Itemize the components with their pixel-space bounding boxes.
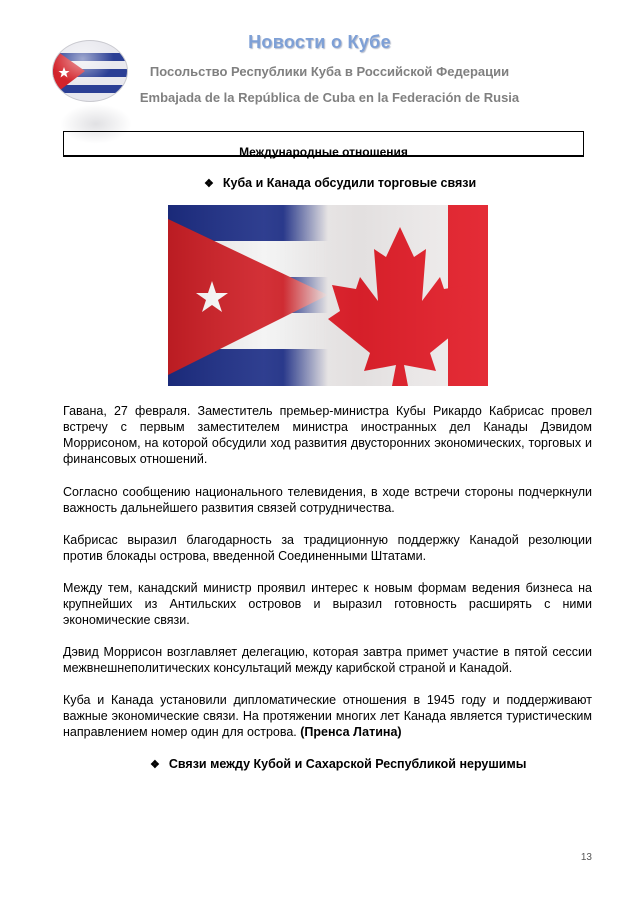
article-paragraph: Гавана, 27 февраля. Заместитель премьер-министра Кубы Рикардо Кабрисас провел встречу с первым заместителем министра иностранных дел Канады Дэвидом Моррисоном, на которой обсудили ход развития двусторонних экономических, торговых и финансовых отношений. xyxy=(63,404,592,466)
diamond-bullet-icon: ❖ xyxy=(150,759,160,771)
next-article-title xyxy=(150,757,526,771)
embassy-name-ru: Посольство Республики Куба в Российской Федерации xyxy=(149,64,510,79)
article-paragraph: Согласно сообщению национального телевидения, в ходе встречи стороны подчеркнули важность дальнейшего развития связей сотрудничества. xyxy=(63,485,592,515)
article-paragraph: Кабрисас выразил благодарность за традиционную поддержку Канадой резолюции против блокады острова, введенной Соединенными Штатами. xyxy=(63,533,592,563)
article-paragraph: Между тем, канадский министр проявил интерес к новым формам ведения бизнеса на крупнейших из Антильских островов и выразил готовность расширять с ними экономические связи. xyxy=(63,581,592,627)
newsletter-title: Новости о Кубе xyxy=(248,32,391,52)
cuba-canada-flags-photo xyxy=(168,205,488,386)
article-title xyxy=(204,176,476,190)
page-number: 13 xyxy=(580,852,592,863)
article-paragraph: Дэвид Моррисон возглавляет делегацию, которая завтра примет участие в пятой сессии межвнешнеполитических консультаций между карибской страной и Канадой. xyxy=(63,645,592,675)
article-title-text: Куба и Канада обсудили торговые связи xyxy=(222,176,477,190)
diamond-bullet-icon: ❖ xyxy=(204,178,214,190)
article-paragraph-text: Куба и Канада установили дипломатические отношения в 1945 году и поддерживают важные экономические связи. На протяжении многих лет Канада является туристическим направлением номер один для острова. xyxy=(63,693,592,739)
article-paragraph-last xyxy=(63,692,592,740)
next-article-title-text: Связи между Кубой и Сахарской Республикой нерушимы xyxy=(168,757,527,771)
embassy-name-es: Embajada de la República de Cuba en la Federación de Rusia xyxy=(139,90,520,105)
section-label: Международные отношения xyxy=(239,145,408,159)
news-source: (Пренса Латина) xyxy=(300,725,402,739)
